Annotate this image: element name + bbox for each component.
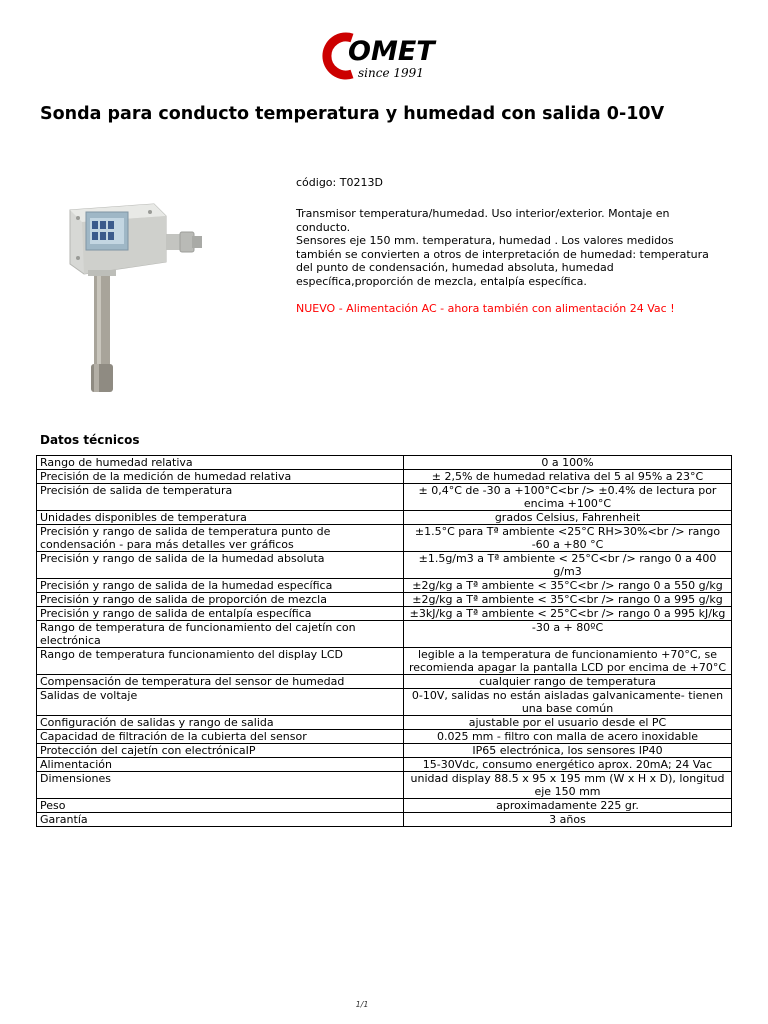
logo-tagline: since 1991	[358, 66, 424, 80]
product-code: código: T0213D	[296, 176, 383, 189]
spec-row	[37, 799, 732, 813]
product-description	[296, 207, 720, 289]
page-number: 1/1	[355, 1000, 369, 1009]
spec-value: 0 a 100%	[404, 456, 732, 470]
spec-value: aproximadamente 225 gr.	[404, 799, 732, 813]
spec-label: Peso	[37, 799, 404, 813]
spec-row	[37, 525, 732, 552]
spec-label: Precisión y rango de salida de proporción de mezcla	[37, 593, 404, 607]
spec-row	[37, 730, 732, 744]
spec-row	[37, 511, 732, 525]
spec-row	[37, 607, 732, 621]
spec-label: Capacidad de filtración de la cubierta del sensor	[37, 730, 404, 744]
comet-logo-graphic	[322, 30, 452, 82]
spec-label: Precisión y rango de salida de entalpía específica	[37, 607, 404, 621]
spec-value: ± 0,4°C de -30 a +100°C<br /> ±0.4% de lectura por encima +100°C	[404, 484, 732, 511]
page-title: Sonda para conducto temperatura y humedad con salida 0-10V	[40, 104, 665, 124]
spec-row	[37, 470, 732, 484]
spec-row	[37, 456, 732, 470]
spec-label: Alimentación	[37, 758, 404, 772]
spec-value: 0-10V, salidas no están aisladas galvanicamente- tienen una base común	[404, 689, 732, 716]
description-paragraph: Transmisor temperatura/humedad. Uso interior/exterior. Montaje en conducto.	[296, 207, 670, 234]
spec-label: Compensación de temperatura del sensor de humedad	[37, 675, 404, 689]
spec-value: ±2g/kg a Tª ambiente < 35°C<br /> rango 0 a 550 g/kg	[404, 579, 732, 593]
spec-row	[37, 579, 732, 593]
spec-label: Dimensiones	[37, 772, 404, 799]
description-paragraph: Sensores eje 150 mm. temperatura, humedad . Los valores medidos también se convierten a otros de interpretación de humedad: temperatura del punto de condensación, humedad absoluta, humedad específica,proporción de mezcla, entalpía específica.	[296, 234, 709, 288]
spec-label: Precisión de salida de temperatura	[37, 484, 404, 511]
spec-value: ±3kJ/kg a Tª ambiente < 25°C<br /> rango 0 a 995 kJ/kg	[404, 607, 732, 621]
spec-label: Precisión y rango de salida de la humedad específica	[37, 579, 404, 593]
spec-row	[37, 744, 732, 758]
spec-row	[37, 675, 732, 689]
power-supply-notice: NUEVO - Alimentación AC - ahora también con alimentación 24 Vac !	[296, 302, 675, 315]
spec-row	[37, 813, 732, 827]
spec-label: Rango de humedad relativa	[37, 456, 404, 470]
specs-table	[36, 455, 732, 827]
spec-value: unidad display 88.5 x 95 x 195 mm (W x H x D), longitud eje 150 mm	[404, 772, 732, 799]
spec-value: legible a la temperatura de funcionamiento +70°C, se recomienda apagar la pantalla LCD por encima de +70°C	[404, 648, 732, 675]
spec-label: Rango de temperatura de funcionamiento del cajetín con electrónica	[37, 621, 404, 648]
spec-row	[37, 772, 732, 799]
logo-wordmark: OMET	[348, 36, 435, 67]
spec-label: Configuración de salidas y rango de salida	[37, 716, 404, 730]
spec-row	[37, 648, 732, 675]
spec-label: Salidas de voltaje	[37, 689, 404, 716]
spec-value: ajustable por el usuario desde el PC	[404, 716, 732, 730]
specs-heading: Datos técnicos	[40, 433, 140, 447]
spec-row	[37, 552, 732, 579]
spec-value: 0.025 mm - filtro con malla de acero inoxidable	[404, 730, 732, 744]
spec-label: Precisión y rango de salida de temperatura punto de condensación - para más detalles ver gráficos	[37, 525, 404, 552]
spec-row	[37, 689, 732, 716]
spec-label: Unidades disponibles de temperatura	[37, 511, 404, 525]
spec-value: cualquier rango de temperatura	[404, 675, 732, 689]
spec-row	[37, 593, 732, 607]
spec-row	[37, 758, 732, 772]
spec-value: ±2g/kg a Tª ambiente < 35°C<br /> rango 0 a 995 g/kg	[404, 593, 732, 607]
spec-row	[37, 716, 732, 730]
spec-value: ± 2,5% de humedad relativa del 5 al 95% a 23°C	[404, 470, 732, 484]
spec-value: ±1.5g/m3 a Tª ambiente < 25°C<br /> rango 0 a 400 g/m3	[404, 552, 732, 579]
comet-logo	[322, 30, 452, 82]
spec-value: IP65 electrónica, los sensores IP40	[404, 744, 732, 758]
spec-row	[37, 621, 732, 648]
spec-label: Garantía	[37, 813, 404, 827]
spec-row	[37, 484, 732, 511]
spec-value: ±1.5°C para Tª ambiente <25°C RH>30%<br /> rango -60 a +80 °C	[404, 525, 732, 552]
spec-value: 3 años	[404, 813, 732, 827]
spec-label: Precisión de la medición de humedad relativa	[37, 470, 404, 484]
product-image	[64, 198, 210, 398]
spec-value: grados Celsius, Fahrenheit	[404, 511, 732, 525]
spec-value: -30 a + 80ºC	[404, 621, 732, 648]
spec-label: Rango de temperatura funcionamiento del display LCD	[37, 648, 404, 675]
spec-label: Precisión y rango de salida de la humedad absoluta	[37, 552, 404, 579]
spec-label: Protección del cajetín con electrónicaIP	[37, 744, 404, 758]
spec-value: 15-30Vdc, consumo energético aprox. 20mA; 24 Vac	[404, 758, 732, 772]
